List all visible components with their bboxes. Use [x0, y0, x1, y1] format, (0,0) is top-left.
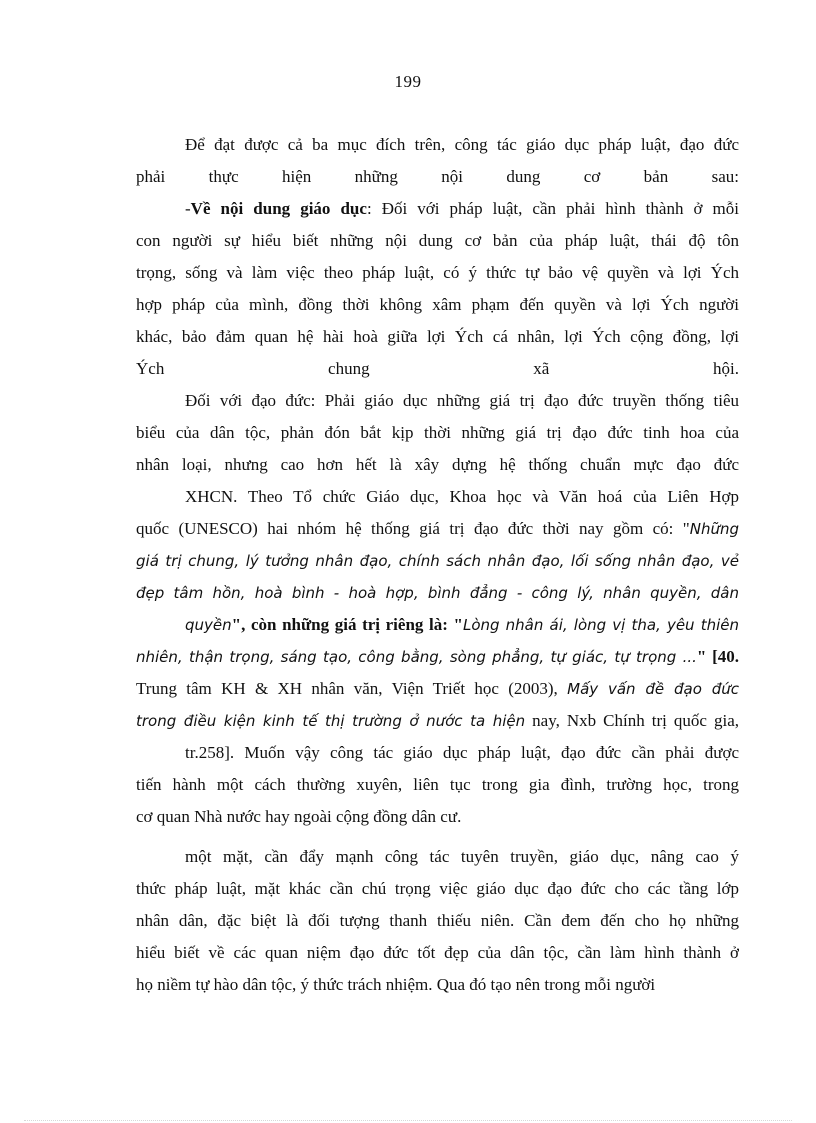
text-line: tr.258]. Muốn vậy công tác giáo dục pháp luật, đạo đức cần phải được: [185, 743, 739, 762]
text-run: quốc (UNESCO) hai nhóm hệ thống giá trị đạo đức thời nay gồm có: ": [136, 519, 690, 538]
text-line: hợp pháp của mình, đồng thời không xâm phạm đến quyền và lợi Ých người: [136, 295, 739, 314]
page-edge-divider: [24, 1120, 792, 1121]
text-line: khác, bảo đảm quan hệ hài hoà giữa lợi Ých cá nhân, lợi Ých cộng đồng, lợi: [136, 327, 739, 346]
text-run: : Đối với pháp luật, cần phải hình thành ở mỗi: [366, 199, 739, 218]
text-line: nhân dân, đặc biệt là đối tượng thanh thiếu niên. Cần đem đến cho họ những: [136, 911, 739, 930]
text-line: cơ quan Nhà nước hay ngoài cộng đồng dân cư.: [136, 807, 462, 826]
quote-run: nhiên, thận trọng, sáng tạo, công bằng, sòng phẳng, tự giác, tự trọng ...: [136, 648, 697, 666]
text-line: trọng, sống và làm việc theo pháp luật, có ý thức tự bảo vệ quyền và lợi Ých: [136, 263, 739, 282]
text-line: Ých chung xã hội.: [136, 359, 739, 378]
text-line: hiểu biết về các quan niệm đạo đức tốt đẹp của dân tộc, cần làm hình thành ở: [136, 943, 739, 962]
text-line: họ niềm tự hào dân tộc, ý thức trách nhiệm. Qua đó tạo nên trong mỗi người: [136, 975, 656, 994]
quote-run: Những: [689, 520, 739, 538]
text-line: thức pháp luật, mặt khác cần chú trọng việc giáo dục đạo đức cho các tầng lớp: [136, 879, 739, 898]
quote-run: quyền: [185, 616, 232, 634]
text-line: [185, 614, 739, 636]
text-run: " [40.: [696, 647, 739, 666]
text-run: Trung tâm KH & XH nhân văn, Viện Triết học (2003),: [136, 679, 568, 698]
quote-run: đẹp tâm hồn, hoà bình - hoà hợp, bình đẳng - công lý, nhân quyền, dân: [136, 584, 739, 602]
text-line: phải thực hiện những nội dung cơ bản sau:: [136, 167, 739, 186]
text-line: [136, 518, 739, 540]
text-line: Đối với đạo đức: Phải giáo dục những giá trị đạo đức truyền thống tiêu: [185, 391, 739, 410]
text-line: [136, 678, 739, 700]
text-run: -: [185, 199, 191, 218]
text-line: một mặt, cần đẩy mạnh công tác tuyên truyền, giáo dục, nâng cao ý: [185, 847, 739, 866]
text-line: Để đạt được cả ba mục đích trên, công tác giáo dục pháp luật, đạo đức: [185, 135, 739, 154]
quote-run: Lòng nhân ái, lòng vị tha, yêu thiên: [462, 616, 739, 634]
quote-run: Mấy vấn đề đạo đức: [567, 680, 739, 698]
text-run: nay, Nxb Chính trị quốc gia,: [525, 711, 739, 730]
page-number: 199: [394, 72, 422, 91]
text-line: [136, 582, 739, 604]
text-line: [136, 550, 739, 572]
text-line: XHCN. Theo Tổ chức Giáo dục, Khoa học và Văn hoá của Liên Hợp: [185, 487, 739, 506]
text-line: con người sự hiểu biết những nội dung cơ bản của pháp luật, thái độ tôn: [136, 231, 739, 250]
text-line: tiến hành một cách thường xuyên, liên tục trong gia đình, trường học, trong: [136, 775, 739, 794]
quote-run: trong điều kiện kinh tế thị trường ở nước ta hiện: [136, 712, 526, 730]
text-line: [136, 710, 739, 732]
text-line: nhân loại, nhưng cao hơn hết là xây dựng hệ thống chuẩn mực đạo đức: [136, 455, 739, 474]
text-run: ", còn những giá trị riêng là: ": [231, 615, 463, 634]
quote-run: giá trị chung, lý tưởng nhân đạo, chính sách nhân đạo, lối sống nhân đạo, vẻ: [136, 552, 739, 570]
text-line: biểu của dân tộc, phản đón bắt kịp thời những giá trị đạo đức tinh hoa của: [136, 423, 739, 442]
text-line: [136, 646, 739, 668]
section-heading: Về nội dung giáo dục: [190, 199, 367, 218]
text-line: [185, 198, 739, 220]
